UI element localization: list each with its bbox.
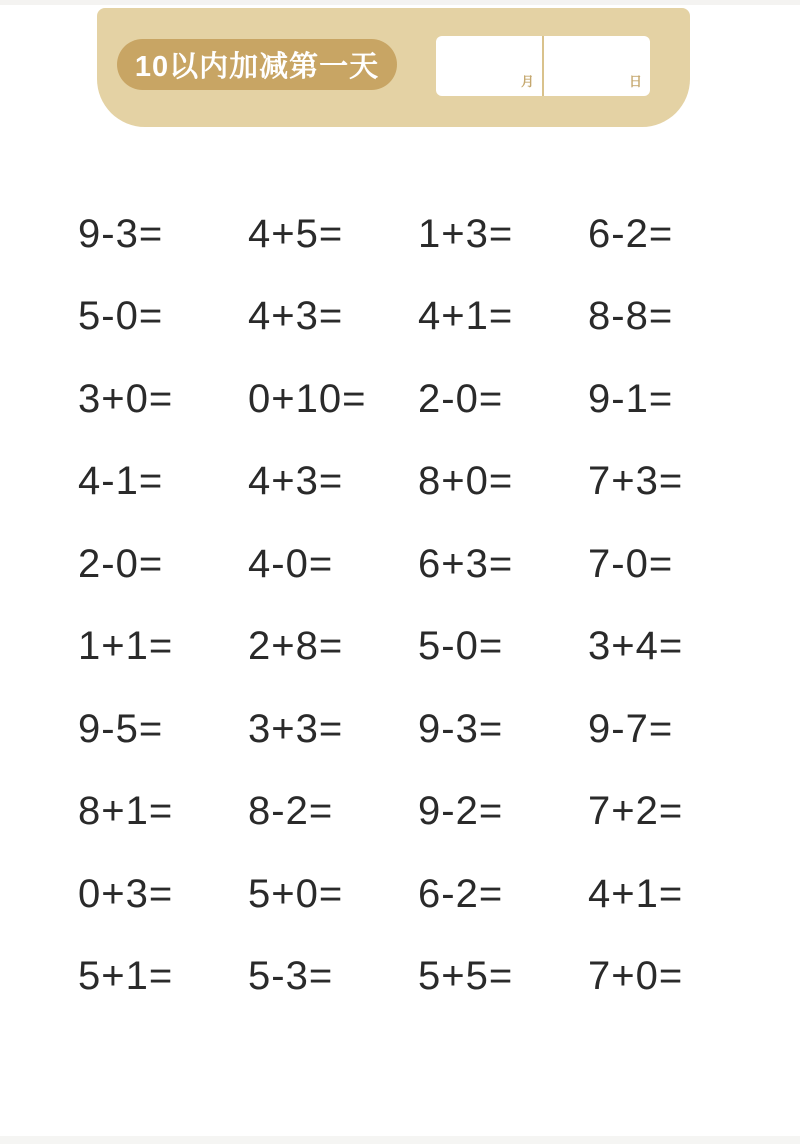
math-problem: 6-2= xyxy=(418,871,504,916)
math-problem: 2+8= xyxy=(248,624,344,669)
top-edge-strip xyxy=(0,0,800,5)
math-problem: 7+3= xyxy=(588,459,684,504)
math-problem: 8-2= xyxy=(248,789,334,834)
math-problem: 9-7= xyxy=(588,706,674,751)
day-fill-in-field xyxy=(544,36,650,96)
month-fill-in-field xyxy=(436,36,544,96)
worksheet-title-badge xyxy=(117,39,397,90)
problems-grid xyxy=(78,193,758,1018)
math-problem: 1+3= xyxy=(418,211,514,256)
math-problem: 4+3= xyxy=(248,294,344,339)
bottom-edge-strip xyxy=(0,1136,800,1144)
math-problem: 5+5= xyxy=(418,954,514,999)
math-problem: 8+1= xyxy=(78,789,174,834)
date-fill-in-box xyxy=(436,36,650,96)
math-problem: 0+10= xyxy=(248,376,367,421)
math-problem: 4+1= xyxy=(588,871,684,916)
math-problem: 5-3= xyxy=(248,954,334,999)
math-problem: 5+1= xyxy=(78,954,174,999)
header-banner xyxy=(97,8,690,127)
math-problem: 9-1= xyxy=(588,376,674,421)
math-problem: 6-2= xyxy=(588,211,674,256)
worksheet-title: 10以内加减第一天 xyxy=(134,51,380,83)
math-problem: 1+1= xyxy=(78,624,174,669)
math-problem: 4-0= xyxy=(248,541,334,586)
math-problem: 7+0= xyxy=(588,954,684,999)
math-problem: 9-3= xyxy=(78,211,164,256)
math-problem: 3+4= xyxy=(588,624,684,669)
math-problem: 4+5= xyxy=(248,211,344,256)
math-problem: 4-1= xyxy=(78,459,164,504)
math-problem: 3+0= xyxy=(78,376,174,421)
math-problem: 2-0= xyxy=(418,376,504,421)
math-problem: 5-0= xyxy=(78,294,164,339)
math-problem: 9-5= xyxy=(78,706,164,751)
math-problem: 9-2= xyxy=(418,789,504,834)
math-problem: 5-0= xyxy=(418,624,504,669)
math-problem: 8+0= xyxy=(418,459,514,504)
math-problem: 6+3= xyxy=(418,541,514,586)
math-problem: 9-3= xyxy=(418,706,504,751)
math-problem: 3+3= xyxy=(248,706,344,751)
math-problem: 8-8= xyxy=(588,294,674,339)
math-problem: 0+3= xyxy=(78,871,174,916)
math-problem: 5+0= xyxy=(248,871,344,916)
math-problem: 7+2= xyxy=(588,789,684,834)
math-problem: 4+3= xyxy=(248,459,344,504)
month-unit-label: 月 xyxy=(520,74,534,89)
math-problem: 4+1= xyxy=(418,294,514,339)
math-problem: 7-0= xyxy=(588,541,674,586)
day-unit-label: 日 xyxy=(628,74,642,89)
math-problem: 2-0= xyxy=(78,541,164,586)
